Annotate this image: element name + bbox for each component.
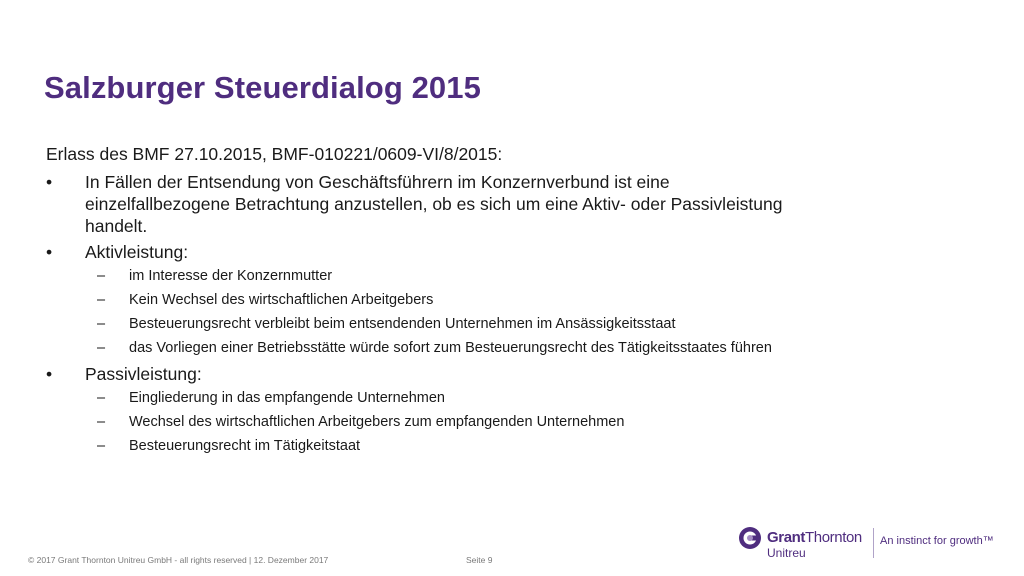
dash-mark: – xyxy=(97,292,106,308)
logo-name-bold: Grant xyxy=(767,529,806,546)
dash-item xyxy=(46,291,839,310)
dash-mark: – xyxy=(97,390,106,406)
dash-mark: – xyxy=(97,438,106,454)
bullet-item xyxy=(46,171,805,237)
logo-name-regular: Thornton xyxy=(805,529,862,546)
logo-wordmark xyxy=(767,529,862,546)
bullet-text: In Fällen der Entsendung von Geschäftsführern im Konzernverbund ist eine einzelfallbezogene Betrachtung anzustellen, ob es sich um eine Aktiv- oder Passivleistung handelt. xyxy=(85,172,783,236)
dash-text: Wechsel des wirtschaftlichen Arbeitgebers zum empfangenden Unternehmen xyxy=(129,414,625,430)
dash-text: Kein Wechsel des wirtschaftlichen Arbeitgebers xyxy=(129,292,434,308)
logo-subtitle: Unitreu xyxy=(767,546,806,560)
dash-text: Eingliederung in das empfangende Unternehmen xyxy=(129,390,445,406)
dash-item xyxy=(46,315,839,334)
dash-mark: – xyxy=(97,268,106,284)
bullet-mark: • xyxy=(46,242,53,262)
slide-body xyxy=(46,143,946,461)
footer-page-number: Seite 9 xyxy=(466,555,493,565)
bullet-mark: • xyxy=(46,172,53,192)
grant-thornton-logo-icon xyxy=(738,526,762,550)
dash-item xyxy=(46,267,839,286)
aktiv-heading: Aktivleistung: xyxy=(85,242,189,262)
dash-mark: – xyxy=(97,316,106,332)
dash-item xyxy=(46,437,839,456)
dash-mark: – xyxy=(97,340,106,356)
dash-text: Besteuerungsrecht verbleibt beim entsendenden Unternehmen im Ansässigkeitsstaat xyxy=(129,316,676,332)
logo-tagline: An instinct for growth™ xyxy=(880,535,994,547)
dash-item xyxy=(46,413,839,432)
footer-copyright: © 2017 Grant Thornton Unitreu GmbH - all rights reserved | 12. Dezember 2017 xyxy=(28,555,329,565)
dash-mark: – xyxy=(97,414,106,430)
bullet-mark: • xyxy=(46,364,53,384)
slide-title: Salzburger Steuerdialog 2015 xyxy=(44,70,481,105)
intro-line: Erlass des BMF 27.10.2015, BMF-010221/0609-VI/8/2015: xyxy=(46,144,503,164)
bullet-item xyxy=(46,241,805,263)
dash-item xyxy=(46,339,839,358)
logo-divider xyxy=(873,528,874,558)
grant-thornton-logo xyxy=(738,524,998,564)
passiv-heading: Passivleistung: xyxy=(85,364,202,384)
dash-text: Besteuerungsrecht im Tätigkeitstaat xyxy=(129,438,361,454)
dash-text: im Interesse der Konzernmutter xyxy=(129,268,333,284)
dash-item xyxy=(46,389,839,408)
bullet-item xyxy=(46,363,805,385)
dash-text: das Vorliegen einer Betriebsstätte würde sofort zum Besteuerungsrecht des Tätigkeitsstaates führen xyxy=(129,340,772,356)
